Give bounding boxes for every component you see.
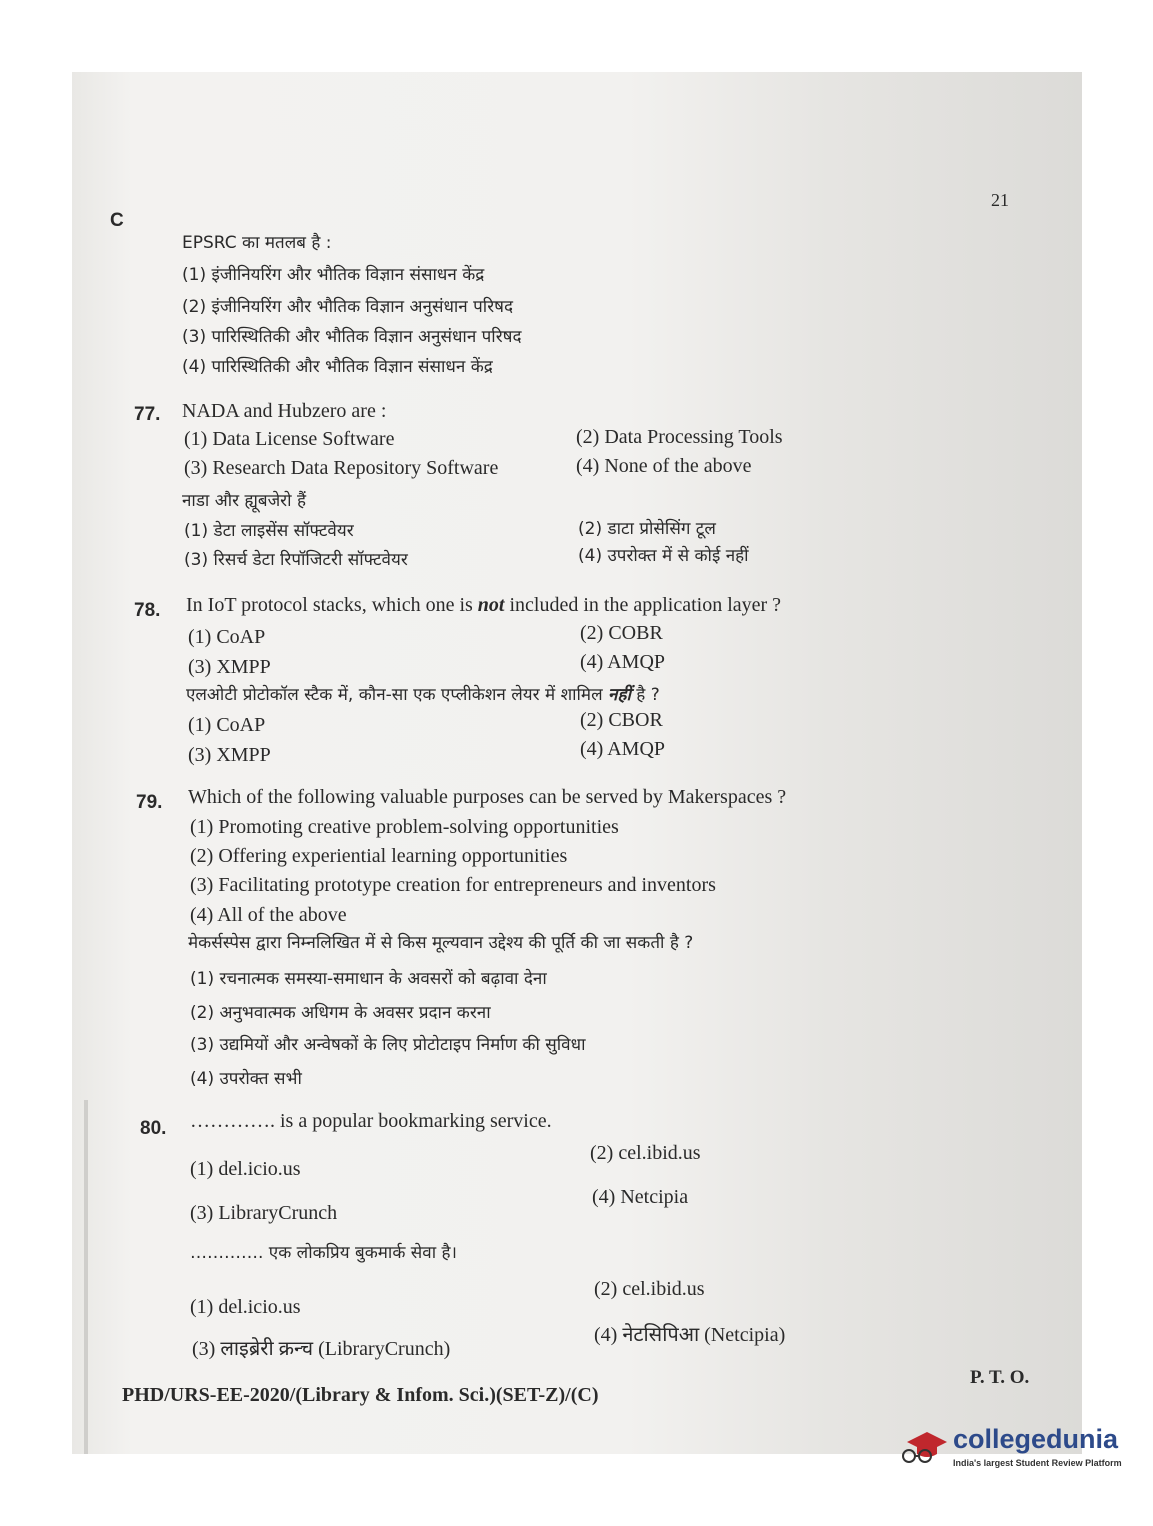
q78-option-4-hi: (4) AMQP (580, 738, 666, 760)
q76-option-2-hi: (2) इंजीनियरिंग और भौतिक विज्ञान अनुसंधान परिषद (182, 297, 514, 317)
q80-option-2-hi: (2) cel.ibid.us (594, 1278, 705, 1300)
q80-stem-en: …………. is a popular bookmarking service. (190, 1110, 552, 1132)
q77-stem-en: NADA and Hubzero are : (182, 400, 387, 422)
q79-option-4-hi: (4) उपरोक्त सभी (190, 1069, 302, 1089)
collegedunia-wordmark: collegedunia (953, 1424, 1119, 1454)
q77-option-1-hi: (1) डेटा लाइसेंस सॉफ्टवेयर (184, 521, 354, 541)
q78-stem-en: In IoT protocol stacks, which one is not included in the application layer ? (186, 594, 782, 616)
q76-option-4-hi: (4) पारिस्थितिकी और भौतिक विज्ञान संसाधन केंद्र (182, 357, 493, 377)
q77-option-4-en: (4) None of the above (576, 455, 752, 477)
collegedunia-logo-icon (897, 1422, 949, 1466)
page-edge-shadow (84, 1100, 88, 1454)
q80-option-4-en: (4) Netcipia (592, 1186, 689, 1208)
q78-stem-hi: एलओटी प्रोटोकॉल स्टैक में, कौन-सा एक एप्लीकेशन लेयर में शामिल नहीं है ? (186, 685, 660, 705)
q76-option-1-hi: (1) इंजीनियरिंग और भौतिक विज्ञान संसाधन केंद्र (182, 265, 485, 285)
q80-option-3-hi: (3) लाइब्रेरी क्रन्च (LibraryCrunch) (192, 1338, 451, 1360)
q76-stem-hi: EPSRC का मतलब है : (182, 233, 332, 253)
q79-option-3-en: (3) Facilitating prototype creation for entrepreneurs and inventors (190, 874, 716, 896)
q78-option-4-en: (4) AMQP (580, 651, 666, 673)
q77-option-2-hi: (2) डाटा प्रोसेसिंग टूल (578, 519, 716, 539)
q77-number: 77. (134, 404, 161, 425)
q80-option-1-en: (1) del.icio.us (190, 1158, 301, 1180)
q77-option-1-en: (1) Data License Software (184, 428, 395, 450)
q78-number: 78. (134, 600, 161, 621)
q78-option-1-en: (1) CoAP (188, 626, 266, 648)
q76-option-3-hi: (3) पारिस्थितिकी और भौतिक विज्ञान अनुसंधान परिषद (182, 327, 522, 347)
q79-option-3-hi: (3) उद्यमियों और अन्वेषकों के लिए प्रोटोटाइप निर्माण की सुविधा (190, 1035, 586, 1055)
q78-option-2-en: (2) COBR (580, 622, 663, 644)
q80-option-2-en: (2) cel.ibid.us (590, 1142, 701, 1164)
q79-option-2-hi: (2) अनुभवात्मक अधिगम के अवसर प्रदान करना (190, 1003, 491, 1023)
q78-option-2-hi: (2) CBOR (580, 709, 663, 731)
q77-option-2-en: (2) Data Processing Tools (576, 426, 783, 448)
collegedunia-tagline: India's largest Student Review Platform (953, 1458, 1122, 1468)
q79-option-1-hi: (1) रचनात्मक समस्या-समाधान के अवसरों को बढ़ावा देना (190, 969, 547, 989)
q77-stem-hi: नाडा और ह्यूबजेरो हैं (182, 491, 306, 511)
q79-stem-en: Which of the following valuable purposes can be served by Makerspaces ? (188, 786, 787, 808)
set-code: C (110, 210, 124, 231)
q77-option-4-hi: (4) उपरोक्त में से कोई नहीं (578, 546, 749, 566)
page-number: 21 (991, 190, 1009, 210)
q79-option-4-en: (4) All of the above (190, 904, 347, 926)
q78-option-3-en: (3) XMPP (188, 656, 271, 678)
q80-stem-hi: …………. एक लोकप्रिय बुकमार्क सेवा है। (190, 1243, 458, 1263)
q79-stem-hi: मेकर्सस्पेस द्वारा निम्नलिखित में से किस मूल्यवान उद्देश्य की पूर्ति की जा सकती है ? (188, 933, 694, 953)
q78-option-1-hi: (1) CoAP (188, 714, 266, 736)
pto-label: P. T. O. (970, 1367, 1030, 1388)
q79-number: 79. (136, 792, 163, 813)
q80-option-4-hi: (4) नेटसिपिआ (Netcipia) (594, 1324, 786, 1346)
collegedunia-watermark (895, 1420, 1135, 1480)
q80-number: 80. (140, 1118, 167, 1139)
q77-option-3-hi: (3) रिसर्च डेटा रिपॉजिटरी सॉफ्टवेयर (184, 550, 408, 570)
q77-option-3-en: (3) Research Data Repository Software (184, 457, 499, 479)
q79-option-2-en: (2) Offering experiential learning opportunities (190, 845, 568, 867)
q79-option-1-en: (1) Promoting creative problem-solving opportunities (190, 816, 619, 838)
q78-option-3-hi: (3) XMPP (188, 744, 271, 766)
q80-option-3-en: (3) LibraryCrunch (190, 1202, 338, 1224)
q80-option-1-hi: (1) del.icio.us (190, 1296, 301, 1318)
paper-code-footer: PHD/URS-EE-2020/(Library & Infom. Sci.)(SET-Z)/(C) (122, 1384, 599, 1406)
